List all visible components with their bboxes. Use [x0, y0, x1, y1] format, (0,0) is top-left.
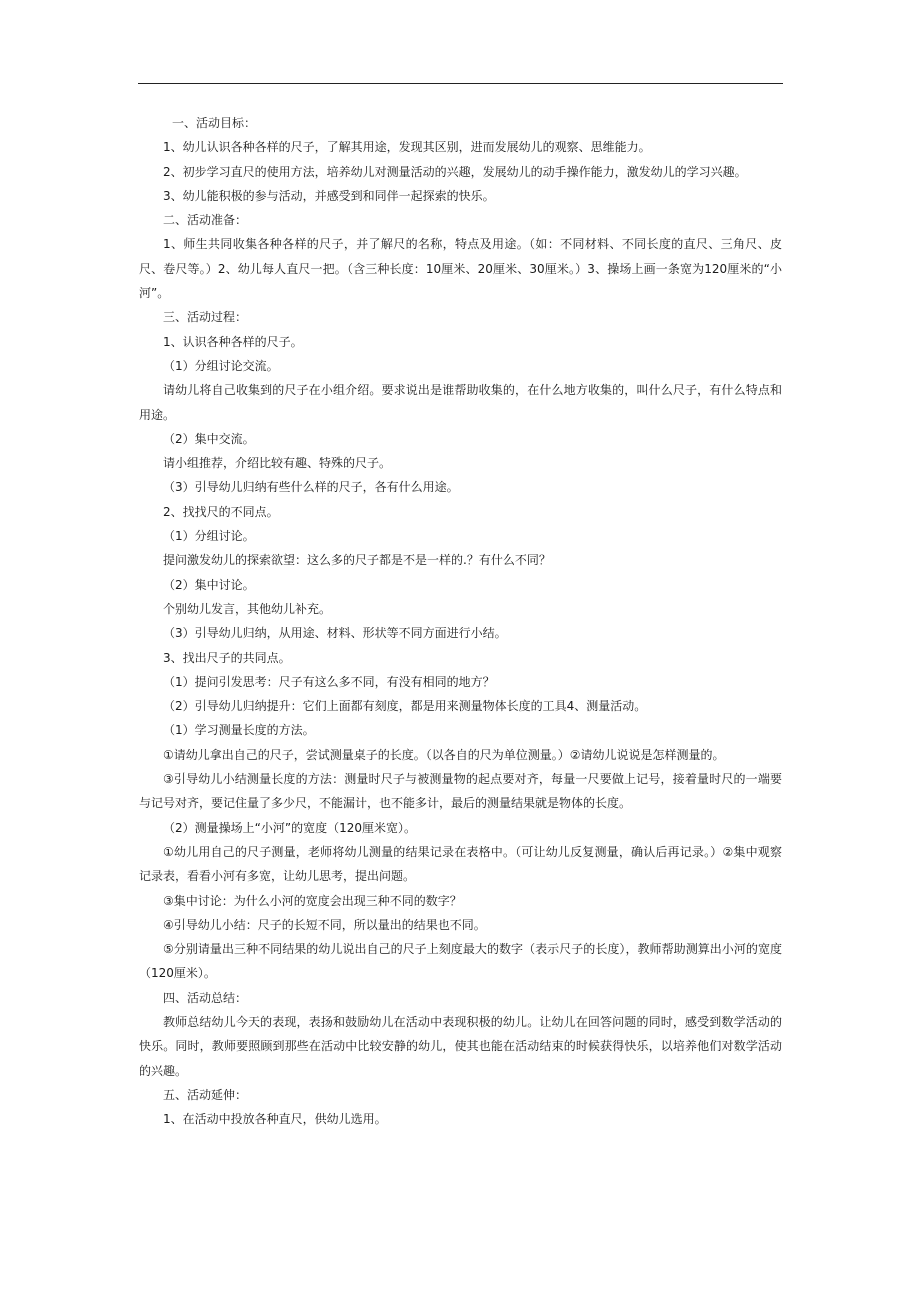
paragraph: （1）分组讨论。 [163, 529, 255, 544]
section-heading-process: 三、活动过程： [163, 310, 248, 325]
paragraph: 3、幼儿能积极的参与活动，并感受到和同伴一起探索的快乐。 [163, 188, 495, 203]
paragraph: ③引导幼儿小结测量长度的方法：测量时尺子与被测量物的起点要对齐，每量一尺要做上记号，接着量时尺的一端要与记号对齐，要记住量了多少尺，不能漏计，也不能多计，最后的测量结果就是物体的长度。 [139, 772, 782, 811]
paragraph: 2、找找尺的不同点。 [163, 504, 279, 519]
paragraph: （2）集中交流。 [163, 431, 255, 446]
paragraph: （2）测量操场上“小河”的宽度（120厘米宽）。 [163, 820, 416, 835]
paragraph: （3）引导幼儿归纳有些什么样的尺子，各有什么用途。 [163, 480, 459, 495]
section-heading-extension: 五、活动延伸： [163, 1087, 248, 1102]
paragraph: ③集中讨论：为什么小河的宽度会出现三种不同的数字？ [163, 893, 462, 908]
paragraph: （1）分组讨论交流。 [163, 358, 279, 373]
paragraph: 3、找出尺子的共同点。 [163, 650, 291, 665]
paragraph: 1、幼儿认识各种各样的尺子，了解其用途，发现其区别，进而发展幼儿的观察、思维能力。 [163, 140, 651, 155]
paragraph: （2）集中讨论。 [163, 577, 255, 592]
paragraph: 教师总结幼儿今天的表现，表扬和鼓励幼儿在活动中表现积极的幼儿。让幼儿在回答问题的同时，感受到数学活动的快乐。同时，教师要照顾到那些在活动中比较安静的幼儿，使其也能在活动结束的时候获得快乐，以培养他们对数学活动的兴趣。 [139, 1014, 782, 1078]
section-heading-preparation: 二、活动准备： [163, 213, 248, 228]
paragraph: ①请幼儿拿出自己的尺子，尝试测量桌子的长度。（以各自的尺为单位测量。）②请幼儿说说是怎样测量的。 [163, 747, 725, 762]
section-heading-goals: 一、活动目标： [172, 116, 257, 130]
paragraph: 个别幼儿发言，其他幼儿补充。 [163, 601, 332, 616]
paragraph: 1、师生共同收集各种各样的尺子，并了解尺的名称，特点及用途。（如：不同材料、不同长度的直尺、三角尺、皮尺、卷尺等。）2、幼儿每人直尺一把。（含三种长度：10厘米、20厘米、30厘米。）3、操场上画一条宽为120厘米的“小河”。 [139, 237, 782, 301]
document-body [139, 111, 782, 1131]
paragraph: （1）提问引发思考：尺子有这么多不同，有没有相同的地方？ [163, 674, 495, 689]
paragraph: 提问激发幼儿的探索欲望：这么多的尺子都是不是一样的.？有什么不同？ [163, 553, 551, 568]
paragraph: 2、初步学习直尺的使用方法，培养幼儿对测量活动的兴趣，发展幼儿的动手操作能力，激发幼儿的学习兴趣。 [163, 164, 747, 179]
paragraph: （3）引导幼儿归纳，从用途、材料、形状等不同方面进行小结。 [163, 626, 507, 641]
paragraph: ④引导幼儿小结：尺子的长短不同，所以量出的结果也不同。 [163, 917, 486, 932]
paragraph: 请小组推荐，介绍比较有趣、特殊的尺子。 [163, 456, 392, 471]
paragraph: ⑤分别请量出三种不同结果的幼儿说出自己的尺子上刻度最大的数字（表示尺子的长度），教师帮助测算出小河的宽度（120厘米）。 [139, 942, 782, 981]
section-heading-summary: 四、活动总结： [163, 990, 248, 1005]
paragraph: 1、在活动中投放各种直尺，供幼儿选用。 [163, 1112, 387, 1127]
paragraph: （1）学习测量长度的方法。 [163, 723, 315, 738]
paragraph: 1、认识各种各样的尺子。 [163, 334, 303, 349]
paragraph: （2）引导幼儿归纳提升：它们上面都有刻度，都是用来测量物体长度的工具4、测量活动。 [163, 699, 647, 714]
paragraph: ①幼儿用自己的尺子测量，老师将幼儿测量的结果记录在表格中。（可让幼儿反复测量，确认后再记录。）②集中观察记录表，看看小河有多宽，让幼儿思考，提出问题。 [139, 844, 782, 884]
header-rule [138, 83, 783, 84]
paragraph: 请幼儿将自己收集到的尺子在小组介绍。要求说出是谁帮助收集的，在什么地方收集的，叫什么尺子，有什么特点和用途。 [139, 383, 782, 422]
